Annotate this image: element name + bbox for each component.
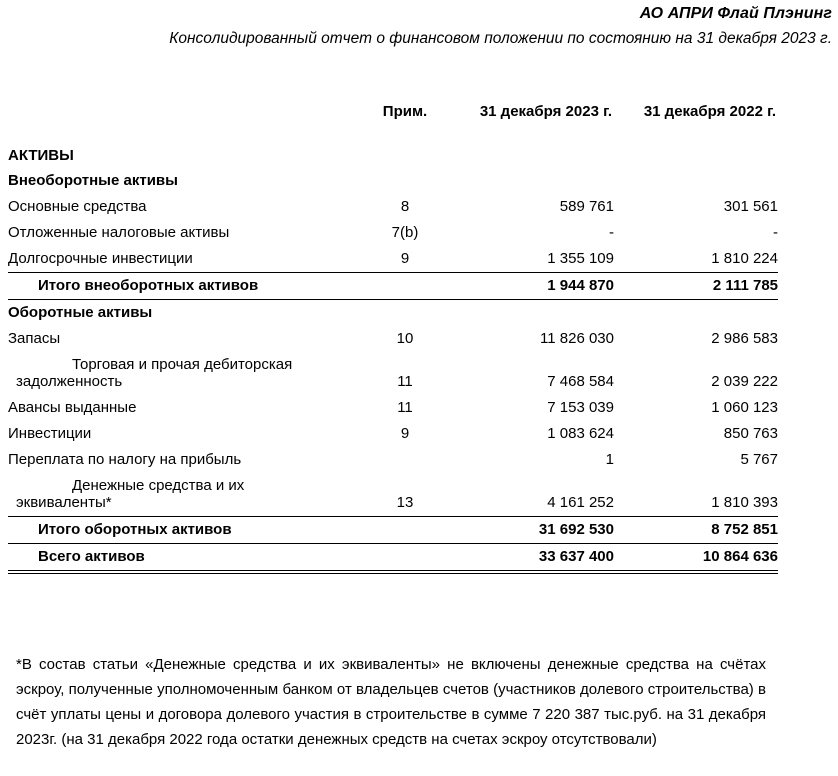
- row-label-line1: Торговая и прочая дебиторская: [72, 356, 293, 373]
- total-row-current-assets: [8, 517, 778, 544]
- column-header-year-2023: 31 декабря 2023 г.: [479, 103, 612, 120]
- row-note: 13: [396, 494, 414, 511]
- total-note: [360, 517, 450, 544]
- table-row: [8, 246, 778, 273]
- row-label-line2: задолженность: [16, 373, 123, 390]
- row-label: Запасы: [8, 330, 61, 347]
- row-note: 10: [396, 330, 414, 347]
- table-row: [8, 395, 778, 421]
- row-value-2023: 1 355 109: [547, 250, 614, 267]
- total-value-2023: 1 944 870: [450, 273, 614, 300]
- row-value-2023: 1 083 624: [547, 425, 614, 442]
- row-value-2023: 4 161 252: [547, 494, 614, 511]
- row-label-line2: эквиваленты*: [16, 494, 112, 511]
- assets-caption-row: [8, 146, 778, 168]
- row-label: Долгосрочные инвестиции: [8, 250, 193, 267]
- row-label-line1: Денежные средства и их: [72, 477, 245, 494]
- section-caption-noncurrent-assets: Внеоборотные активы: [8, 172, 178, 189]
- table-row: [8, 447, 778, 473]
- row-value-2022: 1 810 393: [711, 494, 778, 511]
- row-label: Переплата по налогу на прибыль: [8, 451, 242, 468]
- company-name: АО АПРИ Флай Плэнинг: [639, 5, 832, 22]
- row-value-2023: 589 761: [559, 198, 614, 215]
- section-caption-row: [8, 168, 778, 194]
- section-caption-current-assets: Оборотные активы: [8, 304, 153, 321]
- table-row: [8, 494, 778, 517]
- total-value-2022: 8 752 851: [614, 517, 778, 544]
- grand-total-note: [360, 544, 450, 573]
- total-note: [360, 273, 450, 300]
- table-row-wrap-line1: [8, 352, 778, 373]
- column-header-year-2022: 31 декабря 2022 г.: [643, 103, 776, 120]
- row-value-2022: 1 810 224: [711, 250, 778, 267]
- report-subtitle: Консолидированный отчет о финансовом положении по состоянию на 31 декабря 2023 г.: [169, 30, 832, 47]
- row-value-2023: 1: [605, 451, 614, 468]
- total-value-2022: 2 111 785: [614, 273, 778, 300]
- table-row: [8, 373, 778, 395]
- total-label: Итого оборотных активов: [8, 517, 360, 544]
- table-row: [8, 220, 778, 246]
- row-note: 11: [397, 399, 413, 416]
- section-caption-row: [8, 300, 778, 327]
- grand-total-row: [8, 544, 778, 573]
- column-header-note: Прим.: [382, 103, 428, 120]
- row-note: 7(b): [391, 224, 419, 241]
- table-header-row: [8, 104, 778, 120]
- column-header-label: [8, 104, 360, 120]
- row-note: 11: [397, 373, 413, 390]
- row-value-2023: -: [609, 224, 614, 241]
- footnote-cash-equivalents: *В состав статьи «Денежные средства и их эквиваленты» не включены денежные средства на счётах эскроу, полученные уполномоченным банком от владельцев счетов (участников долевого строительства) в счёт уплаты цены и договора долевого участия в строительстве в сумме 7 220 387 тыс.руб. на 31 декабря 2023г. (на 31 декабря 2022 года остатки денежных средств на счетах эскроу отсутствовали): [16, 656, 766, 748]
- row-note: [360, 447, 450, 473]
- row-note: 9: [400, 250, 410, 267]
- row-label: Инвестиции: [8, 425, 92, 442]
- grand-total-value-2023: 33 637 400: [450, 544, 614, 573]
- grand-total-label: Всего активов: [8, 544, 360, 573]
- table-row-wrap-line1: [8, 473, 778, 494]
- row-value-2023: 7 153 039: [547, 399, 614, 416]
- total-value-2023: 31 692 530: [450, 517, 614, 544]
- row-value-2022: 301 561: [723, 198, 778, 215]
- balance-sheet-table-wrapper: [8, 104, 778, 574]
- row-value-2022: 1 060 123: [711, 399, 778, 416]
- row-label: Авансы выданные: [8, 399, 137, 416]
- header-spacer-row: [8, 120, 778, 146]
- total-label: Итого внеоборотных активов: [8, 273, 360, 300]
- table-row: [8, 326, 778, 352]
- row-value-2022: 2 986 583: [711, 330, 778, 347]
- row-value-2022: 5 767: [740, 451, 778, 468]
- balance-sheet-table: [8, 104, 778, 574]
- grand-total-value-2022: 10 864 636: [614, 544, 778, 573]
- row-note: 8: [400, 198, 410, 215]
- document-header: [0, 0, 838, 50]
- row-label: Основные средства: [8, 198, 147, 215]
- assets-caption: АКТИВЫ: [8, 147, 74, 164]
- row-value-2022: 2 039 222: [711, 373, 778, 390]
- row-note: 9: [400, 425, 410, 442]
- row-value-2023: 11 826 030: [540, 330, 614, 347]
- row-label: Отложенные налоговые активы: [8, 224, 230, 241]
- table-row: [8, 421, 778, 447]
- table-row: [8, 194, 778, 220]
- row-value-2023: 7 468 584: [547, 373, 614, 390]
- total-row-noncurrent-assets: [8, 273, 778, 300]
- row-value-2022: -: [773, 224, 778, 241]
- row-value-2022: 850 763: [723, 425, 778, 442]
